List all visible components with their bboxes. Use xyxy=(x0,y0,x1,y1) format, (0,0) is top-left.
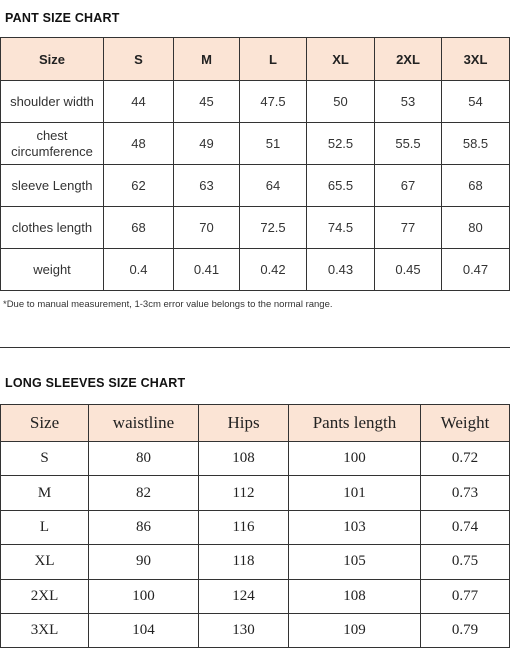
table-row xyxy=(1,579,510,613)
column-header: Weight xyxy=(421,405,510,442)
table-cell: 0.72 xyxy=(421,442,510,476)
table-cell: 0.4 xyxy=(104,249,174,291)
table-cell: 45 xyxy=(174,81,240,123)
table-cell: 58.5 xyxy=(442,123,510,165)
column-header: S xyxy=(104,38,174,81)
table-row xyxy=(1,510,510,544)
table-cell: 0.74 xyxy=(421,510,510,544)
pant-size-table xyxy=(0,37,510,291)
table-cell: 0.73 xyxy=(421,476,510,510)
table-cell: 49 xyxy=(174,123,240,165)
table-cell: 112 xyxy=(199,476,289,510)
table-cell: 108 xyxy=(289,579,421,613)
column-header: L xyxy=(240,38,307,81)
table-cell: 0.42 xyxy=(240,249,307,291)
table-cell: 82 xyxy=(89,476,199,510)
size-cell: L xyxy=(1,510,89,544)
row-label: chest circumference xyxy=(1,123,104,165)
table-cell: 52.5 xyxy=(307,123,375,165)
table-cell: 80 xyxy=(442,207,510,249)
table-cell: 118 xyxy=(199,545,289,579)
table-cell: 130 xyxy=(199,613,289,647)
table-cell: 116 xyxy=(199,510,289,544)
long-sleeves-size-chart-title: LONG SLEEVES SIZE CHART xyxy=(5,376,186,390)
row-label: sleeve Length xyxy=(1,165,104,207)
column-header: 3XL xyxy=(442,38,510,81)
table-cell: 62 xyxy=(104,165,174,207)
table-cell: 0.79 xyxy=(421,613,510,647)
table-row xyxy=(1,249,510,291)
table-cell: 48 xyxy=(104,123,174,165)
table-cell: 68 xyxy=(442,165,510,207)
section-divider xyxy=(0,347,510,348)
size-cell: S xyxy=(1,442,89,476)
table-cell: 50 xyxy=(307,81,375,123)
table-cell: 0.41 xyxy=(174,249,240,291)
column-header: M xyxy=(174,38,240,81)
size-cell: 2XL xyxy=(1,579,89,613)
table-cell: 103 xyxy=(289,510,421,544)
table-cell: 54 xyxy=(442,81,510,123)
table-cell: 100 xyxy=(289,442,421,476)
row-label: clothes length xyxy=(1,207,104,249)
table-cell: 105 xyxy=(289,545,421,579)
table-cell: 0.45 xyxy=(375,249,442,291)
table-cell: 55.5 xyxy=(375,123,442,165)
table-cell: 101 xyxy=(289,476,421,510)
table-cell: 0.43 xyxy=(307,249,375,291)
table-row xyxy=(1,476,510,510)
row-label: shoulder width xyxy=(1,81,104,123)
table-cell: 108 xyxy=(199,442,289,476)
table-cell: 72.5 xyxy=(240,207,307,249)
table-cell: 67 xyxy=(375,165,442,207)
table-cell: 0.75 xyxy=(421,545,510,579)
table-row xyxy=(1,81,510,123)
table-cell: 53 xyxy=(375,81,442,123)
table-cell: 77 xyxy=(375,207,442,249)
column-header: waistline xyxy=(89,405,199,442)
table-header-row xyxy=(1,405,510,442)
table-cell: 0.47 xyxy=(442,249,510,291)
row-label: weight xyxy=(1,249,104,291)
table-cell: 63 xyxy=(174,165,240,207)
table-cell: 65.5 xyxy=(307,165,375,207)
table-cell: 124 xyxy=(199,579,289,613)
column-header: XL xyxy=(307,38,375,81)
column-header: 2XL xyxy=(375,38,442,81)
table-cell: 44 xyxy=(104,81,174,123)
column-header: Size xyxy=(1,38,104,81)
table-cell: 74.5 xyxy=(307,207,375,249)
column-header: Pants length xyxy=(289,405,421,442)
table-cell: 109 xyxy=(289,613,421,647)
table-cell: 0.77 xyxy=(421,579,510,613)
table-header-row xyxy=(1,38,510,81)
size-cell: XL xyxy=(1,545,89,579)
table-cell: 70 xyxy=(174,207,240,249)
measurement-note: *Due to manual measurement, 1-3cm error value belongs to the normal range. xyxy=(3,299,333,310)
table-row xyxy=(1,613,510,647)
table-cell: 100 xyxy=(89,579,199,613)
table-cell: 47.5 xyxy=(240,81,307,123)
table-cell: 104 xyxy=(89,613,199,647)
size-cell: 3XL xyxy=(1,613,89,647)
long-sleeves-size-table xyxy=(0,404,510,648)
table-row xyxy=(1,123,510,165)
table-cell: 86 xyxy=(89,510,199,544)
table-row xyxy=(1,165,510,207)
table-cell: 64 xyxy=(240,165,307,207)
size-cell: M xyxy=(1,476,89,510)
column-header: Hips xyxy=(199,405,289,442)
table-cell: 80 xyxy=(89,442,199,476)
table-cell: 51 xyxy=(240,123,307,165)
table-cell: 68 xyxy=(104,207,174,249)
pant-size-chart-title: PANT SIZE CHART xyxy=(5,11,120,25)
table-row xyxy=(1,442,510,476)
column-header: Size xyxy=(1,405,89,442)
table-row xyxy=(1,207,510,249)
table-row xyxy=(1,545,510,579)
table-cell: 90 xyxy=(89,545,199,579)
